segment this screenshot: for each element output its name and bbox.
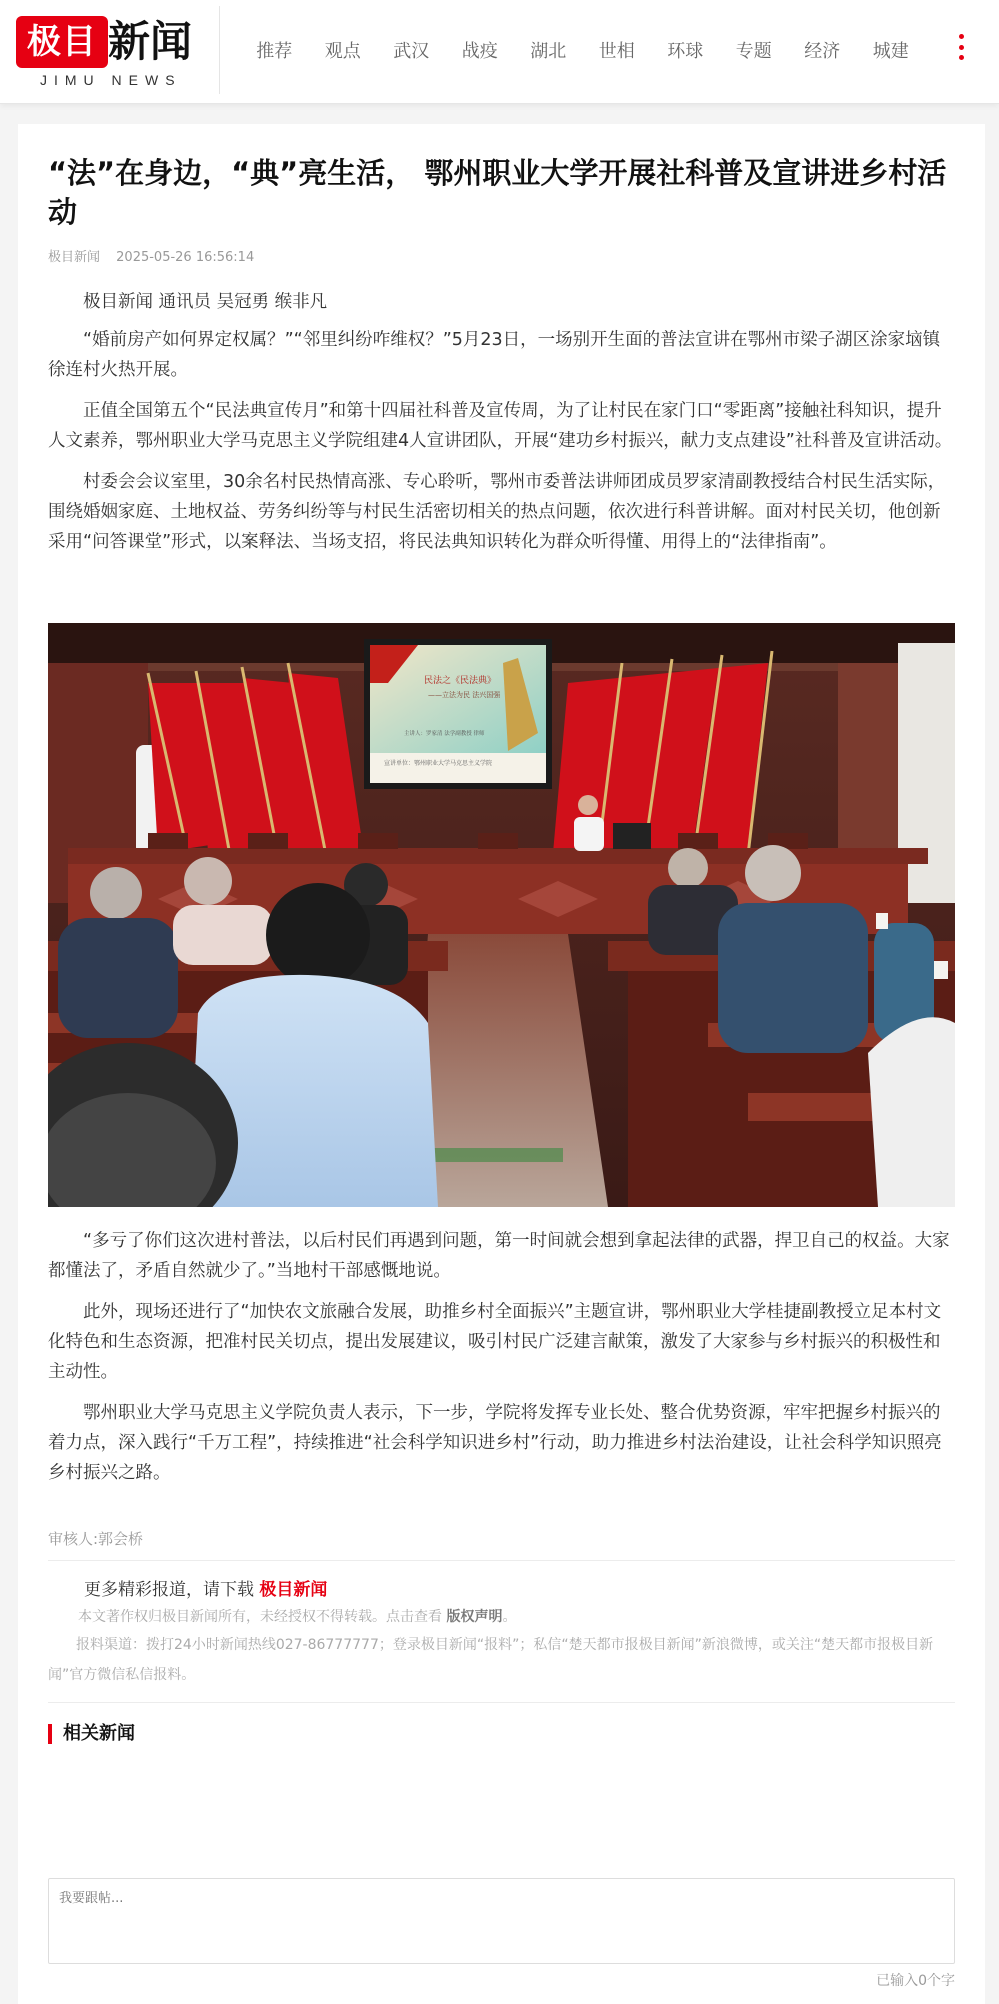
footer-divider	[48, 1560, 955, 1561]
footer-divider	[48, 1702, 955, 1703]
article-paragraph: 正值全国第五个“民法典宣传月”和第十四届社科普及宣传周，为了让村民在家门口“零距离”接触社科知识，提升人文素养，鄂州职业大学马克思主义学院组建4人宣讲团队，开展“建功乡村振兴，献力支点建设”社科普及宣讲活动。	[48, 401, 953, 451]
dot	[959, 55, 964, 60]
screen-subtitle: ——立法为民 法兴国强	[428, 691, 501, 699]
article-paragraph: 此外，现场还进行了“加快农文旅融合发展，助推乡村全面振兴”主题宣讲，鄂州职业大学桂捷副教授立足本村文化特色和生态资源，把准村民关切点，提出发展建议，吸引村民广泛建言献策，激发了大家参与乡村振兴的积极性和主动性。	[48, 1302, 942, 1382]
top-header	[0, 0, 999, 104]
more-menu-icon[interactable]	[955, 34, 967, 60]
article-meta	[48, 246, 266, 265]
logo-subtitle: JIMU NEWS	[40, 72, 182, 88]
screen-speaker: 主讲人：罗家清 法学副教授 律师	[404, 731, 485, 737]
copyright-link[interactable]: 版权声明	[446, 1609, 503, 1625]
article-source: 极目新闻	[48, 250, 101, 265]
nav-item-wuhan[interactable]: 武汉	[393, 41, 430, 62]
nav-item-hubei[interactable]: 湖北	[530, 41, 567, 62]
article-paragraph: 村委会会议室里，30余名村民热情高涨、专心聆听，鄂州市委普法讲师团成员罗家清副教授结合村民生活实际，围绕婚姻家庭、土地权益、劳务纠纷等与村民生活密切相关的热点问题，依次进行科普讲解。面对村民关切，他创新采用“问答课堂”形式，以案释法、当场支招，将民法典知识转化为群众听得懂、用得上的“法律指南”。	[48, 472, 946, 552]
article-card	[18, 124, 985, 2004]
article-title: “法”在身边，“典”亮生活， 鄂州职业大学开展社科普及宣讲进乡村活动	[48, 156, 947, 229]
nav-item-society[interactable]: 世相	[598, 41, 635, 62]
copyright-text: 本文著作权归极目新闻所有，未经授权不得转载。点击查看	[78, 1609, 442, 1625]
related-news-heading: 相关新闻	[48, 1724, 135, 1744]
nav-item-global[interactable]: 环球	[667, 41, 704, 62]
copyright-end: 。	[502, 1609, 517, 1625]
logo-mark: 极目	[16, 16, 108, 68]
nav-item-epidemic[interactable]: 战疫	[461, 41, 498, 62]
article-photo	[48, 623, 955, 1207]
copyright-notice	[78, 1606, 516, 1626]
nav-item-urban[interactable]: 城建	[872, 41, 909, 62]
comment-input[interactable]	[48, 1878, 955, 1964]
download-prompt-text: 更多精彩报道，请下载	[84, 1580, 254, 1600]
screen-title: 民法之《民法典》	[424, 676, 497, 686]
article-paragraph: “多亏了你们这次进村普法，以后村民们再遇到问题，第一时间就会想到拿起法律的武器，捍卫自己的权益。大家都懂法了，矛盾自然就少了。”当地村干部感慨地说。	[48, 1231, 950, 1281]
download-app-link[interactable]: 极目新闻	[259, 1580, 328, 1600]
comment-char-counter: 已输入0个字	[876, 1973, 955, 1989]
article-body	[48, 287, 955, 557]
screen-banner: 宣讲单位：鄂州职业大学马克思主义学院	[384, 760, 493, 767]
article-paragraph: 鄂州职业大学马克思主义学院负责人表示，下一步，学院将发挥专业长处、整合优势资源，牢牢把握乡村振兴的着力点，深入践行“千万工程”，持续推进“社会科学知识进乡村”行动，助力推进乡村法治建设，让社会科学知识照亮乡村振兴之路。	[48, 1403, 942, 1483]
dot	[959, 45, 964, 50]
nav-item-opinion[interactable]: 观点	[324, 41, 361, 62]
logo-wordmark: 新闻	[108, 17, 193, 66]
dot	[959, 34, 964, 39]
article-paragraph: “婚前房产如何界定权属？”“邻里纠纷咋维权？”5月23日，一场别开生面的普法宣讲在鄂州市梁子湖区涂家垴镇徐连村火热开展。	[48, 330, 941, 380]
header-divider	[219, 6, 220, 94]
article-datetime: 2025-05-26 16:56:14	[116, 250, 255, 265]
nav-item-economy[interactable]: 经济	[804, 41, 841, 62]
article-body-continued	[48, 1226, 955, 1499]
article-byline: 极目新闻 通讯员 吴冠勇 缑非凡	[83, 292, 328, 312]
article-reviewer: 审核人:郭会桥	[48, 1530, 144, 1548]
nav-item-topics[interactable]: 专题	[735, 41, 772, 62]
main-nav	[240, 0, 925, 100]
download-prompt	[84, 1575, 327, 1600]
nav-item-recommend[interactable]: 推荐	[256, 41, 293, 62]
news-tips-channels: 报料渠道：拨打24小时新闻热线027-86777777；登录极目新闻“报料”；私信“楚天都市报极目新闻”新浪微博，或关注“楚天都市报极目新闻”官方微信私信报料。	[48, 1637, 934, 1683]
jimu-news-logo[interactable]	[16, 14, 206, 90]
